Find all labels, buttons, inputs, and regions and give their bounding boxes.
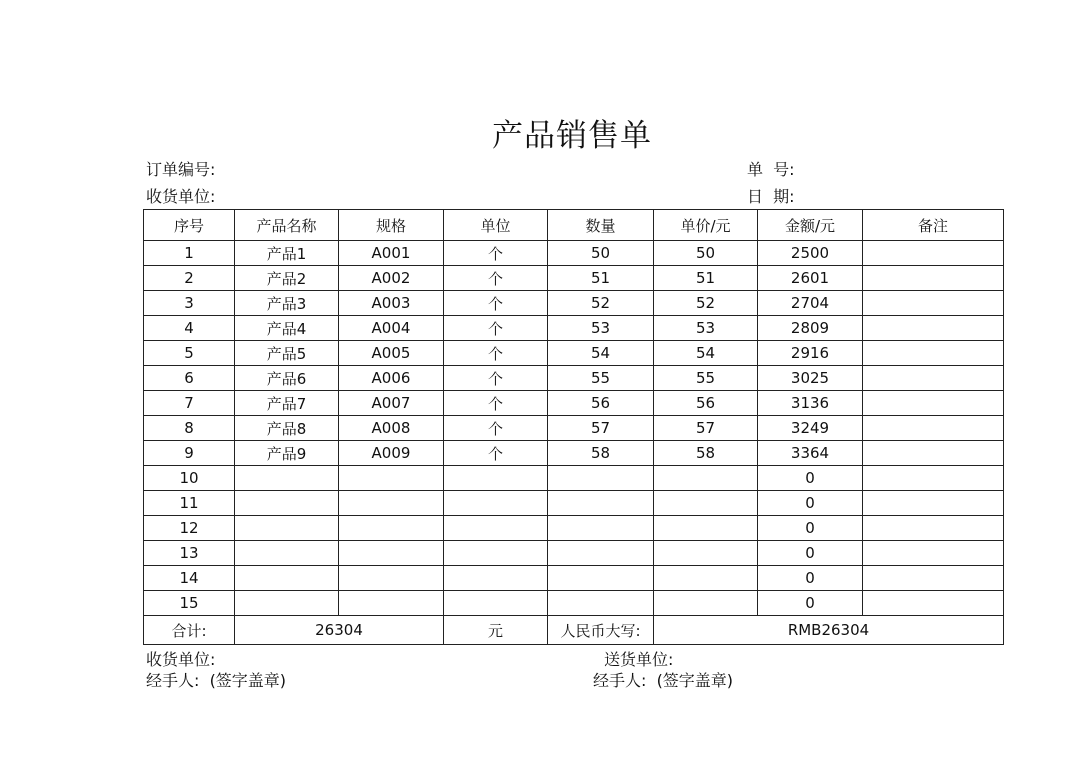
unit-price-cell: 56 [654, 391, 758, 416]
amount-cell: 0 [758, 591, 863, 616]
unit-price-cell: 55 [654, 366, 758, 391]
amount-cell: 3364 [758, 441, 863, 466]
doc-number-label: 单 号: [747, 160, 795, 179]
note-cell [863, 266, 1004, 291]
row-number-cell: 6 [144, 366, 235, 391]
spec-cell [339, 466, 444, 491]
row-number-cell: 2 [144, 266, 235, 291]
date-label: 日 期: [747, 187, 795, 206]
product-name-cell: 产品9 [235, 441, 339, 466]
note-cell [863, 341, 1004, 366]
product-name-cell [235, 491, 339, 516]
table-row [144, 391, 1004, 416]
total-upper-value: RMB26304 [654, 616, 1004, 645]
amount-cell: 0 [758, 541, 863, 566]
unit-cell: 个 [444, 266, 548, 291]
column-header: 规格 [339, 210, 444, 241]
note-cell [863, 241, 1004, 266]
spec-cell [339, 516, 444, 541]
product-name-cell [235, 516, 339, 541]
product-name-cell [235, 541, 339, 566]
spec-cell: A007 [339, 391, 444, 416]
row-number-cell: 8 [144, 416, 235, 441]
product-name-cell: 产品5 [235, 341, 339, 366]
spec-cell [339, 591, 444, 616]
table-row [144, 366, 1004, 391]
unit-price-cell: 52 [654, 291, 758, 316]
note-cell [863, 366, 1004, 391]
unit-cell: 个 [444, 291, 548, 316]
column-header: 金额/元 [758, 210, 863, 241]
row-number-cell: 15 [144, 591, 235, 616]
unit-cell [444, 491, 548, 516]
unit-cell: 个 [444, 441, 548, 466]
footer-sender-label: 送货单位: [604, 650, 674, 669]
spec-cell: A008 [339, 416, 444, 441]
product-name-cell [235, 566, 339, 591]
total-value: 26304 [235, 616, 444, 645]
order-number-label: 订单编号: [146, 160, 216, 179]
note-cell [863, 416, 1004, 441]
note-cell [863, 291, 1004, 316]
column-header: 备注 [863, 210, 1004, 241]
row-number-cell: 1 [144, 241, 235, 266]
unit-cell [444, 591, 548, 616]
unit-price-cell [654, 541, 758, 566]
unit-cell: 个 [444, 241, 548, 266]
quantity-cell: 52 [548, 291, 654, 316]
table-row [144, 441, 1004, 466]
note-cell [863, 491, 1004, 516]
amount-cell: 3249 [758, 416, 863, 441]
amount-cell: 2704 [758, 291, 863, 316]
quantity-cell [548, 541, 654, 566]
document-title: 产品销售单 [492, 118, 652, 154]
spec-cell: A004 [339, 316, 444, 341]
unit-price-cell [654, 566, 758, 591]
unit-cell [444, 466, 548, 491]
table-row [144, 516, 1004, 541]
row-number-cell: 7 [144, 391, 235, 416]
quantity-cell [548, 591, 654, 616]
note-cell [863, 441, 1004, 466]
row-number-cell: 4 [144, 316, 235, 341]
unit-cell [444, 566, 548, 591]
unit-cell [444, 516, 548, 541]
note-cell [863, 391, 1004, 416]
row-number-cell: 12 [144, 516, 235, 541]
unit-price-cell [654, 516, 758, 541]
amount-cell: 2809 [758, 316, 863, 341]
unit-price-cell: 51 [654, 266, 758, 291]
quantity-cell: 55 [548, 366, 654, 391]
total-upper-label: 人民币大写: [548, 616, 654, 645]
table-row [144, 491, 1004, 516]
note-cell [863, 541, 1004, 566]
table-row [144, 316, 1004, 341]
note-cell [863, 516, 1004, 541]
spec-cell: A003 [339, 291, 444, 316]
product-name-cell [235, 466, 339, 491]
total-currency: 元 [444, 616, 548, 645]
product-name-cell: 产品1 [235, 241, 339, 266]
note-cell [863, 591, 1004, 616]
unit-price-cell [654, 466, 758, 491]
quantity-cell: 58 [548, 441, 654, 466]
unit-price-cell: 57 [654, 416, 758, 441]
spec-cell: A002 [339, 266, 444, 291]
amount-cell: 3136 [758, 391, 863, 416]
product-name-cell: 产品4 [235, 316, 339, 341]
note-cell [863, 316, 1004, 341]
quantity-cell: 54 [548, 341, 654, 366]
sales-table [143, 209, 1004, 645]
product-name-cell: 产品3 [235, 291, 339, 316]
quantity-cell [548, 516, 654, 541]
table-row [144, 541, 1004, 566]
note-cell [863, 466, 1004, 491]
total-label: 合计: [144, 616, 235, 645]
table-row [144, 291, 1004, 316]
total-row [144, 616, 1004, 645]
column-header: 产品名称 [235, 210, 339, 241]
product-name-cell: 产品7 [235, 391, 339, 416]
spec-cell: A005 [339, 341, 444, 366]
unit-cell: 个 [444, 316, 548, 341]
unit-cell: 个 [444, 416, 548, 441]
amount-cell: 0 [758, 491, 863, 516]
unit-price-cell: 58 [654, 441, 758, 466]
footer-sender-handler: 经手人: (签字盖章) [593, 671, 734, 690]
amount-cell: 0 [758, 566, 863, 591]
unit-cell [444, 541, 548, 566]
unit-cell: 个 [444, 341, 548, 366]
amount-cell: 2916 [758, 341, 863, 366]
unit-price-cell: 50 [654, 241, 758, 266]
amount-cell: 3025 [758, 366, 863, 391]
amount-cell: 2601 [758, 266, 863, 291]
unit-price-cell: 54 [654, 341, 758, 366]
footer-receiver-handler: 经手人: (签字盖章) [146, 671, 287, 690]
quantity-cell: 57 [548, 416, 654, 441]
note-cell [863, 566, 1004, 591]
amount-cell: 2500 [758, 241, 863, 266]
spec-cell [339, 541, 444, 566]
column-header: 数量 [548, 210, 654, 241]
amount-cell: 0 [758, 516, 863, 541]
quantity-cell [548, 566, 654, 591]
table-row [144, 416, 1004, 441]
column-header: 单价/元 [654, 210, 758, 241]
footer-receiver-label: 收货单位: [146, 650, 216, 669]
column-header: 单位 [444, 210, 548, 241]
table-header-row [144, 210, 1004, 241]
unit-price-cell: 53 [654, 316, 758, 341]
table-row [144, 591, 1004, 616]
table-row [144, 566, 1004, 591]
quantity-cell [548, 491, 654, 516]
spec-cell [339, 491, 444, 516]
quantity-cell: 50 [548, 241, 654, 266]
row-number-cell: 10 [144, 466, 235, 491]
amount-cell: 0 [758, 466, 863, 491]
unit-cell: 个 [444, 391, 548, 416]
product-name-cell [235, 591, 339, 616]
column-header: 序号 [144, 210, 235, 241]
unit-price-cell [654, 491, 758, 516]
product-name-cell: 产品6 [235, 366, 339, 391]
table-row [144, 241, 1004, 266]
quantity-cell: 56 [548, 391, 654, 416]
spec-cell: A001 [339, 241, 444, 266]
row-number-cell: 13 [144, 541, 235, 566]
receiver-unit-label: 收货单位: [146, 187, 216, 206]
unit-cell: 个 [444, 366, 548, 391]
row-number-cell: 9 [144, 441, 235, 466]
spec-cell [339, 566, 444, 591]
quantity-cell: 53 [548, 316, 654, 341]
row-number-cell: 5 [144, 341, 235, 366]
spec-cell: A009 [339, 441, 444, 466]
product-name-cell: 产品2 [235, 266, 339, 291]
quantity-cell: 51 [548, 266, 654, 291]
product-name-cell: 产品8 [235, 416, 339, 441]
table-row [144, 266, 1004, 291]
table-row [144, 341, 1004, 366]
row-number-cell: 11 [144, 491, 235, 516]
spec-cell: A006 [339, 366, 444, 391]
quantity-cell [548, 466, 654, 491]
row-number-cell: 14 [144, 566, 235, 591]
row-number-cell: 3 [144, 291, 235, 316]
unit-price-cell [654, 591, 758, 616]
table-row [144, 466, 1004, 491]
